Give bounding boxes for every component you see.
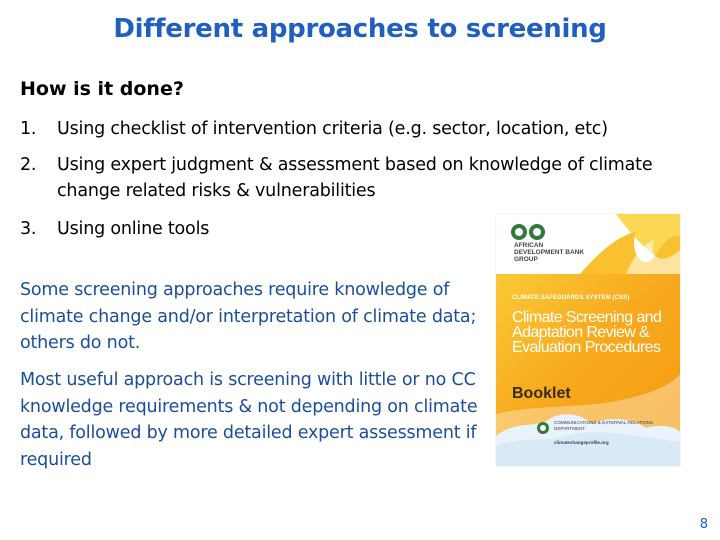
list-text: Using checklist of intervention criteria (e.g. sector, location, etc) [57,119,608,139]
footer-logo-icon [536,421,550,435]
list-item-3 [20,216,480,242]
series-label: CLIMATE SAFEGUARDS SYSTEM (CSS) [512,295,630,301]
slide-title: Different approaches to screening [113,14,607,44]
list-number: 2. [20,155,37,175]
list-text: Using expert judgment & assessment based on knowledge of climate change related risks & vulnerabilities [57,155,653,201]
footer-department: COMMUNICATIONS & EXTERNAL RELATIONS DEPARTMENT [554,420,654,431]
booklet-cover-image [496,214,680,466]
note-paragraph-1: Some screening approaches require knowledge of climate change and/or interpretation of climate data; others do not. [20,280,477,353]
afdb-logo-icon [510,222,550,242]
booklet-subtitle: Booklet [512,385,571,402]
list-item-1 [20,116,700,142]
footer-url: climatechangeprofile.org [554,440,609,445]
list-item-2 [20,152,700,204]
page-number: 8 [699,517,708,532]
list-text: Using online tools [57,219,210,239]
booklet-title: Climate Screening and Adaptation Review & Evaluation Procedures [512,309,662,356]
section-heading: How is it done? [20,78,184,100]
list-number: 3. [20,219,37,239]
list-number: 1. [20,119,37,139]
note-paragraph-2: Most useful approach is screening with little or no CC knowledge requirements & not depending on climate data, followed by more detailed expert assessment if required [20,370,478,470]
cloud-graphic [496,406,680,466]
org-name: AFRICAN DEVELOPMENT BANK GROUP [514,242,585,263]
